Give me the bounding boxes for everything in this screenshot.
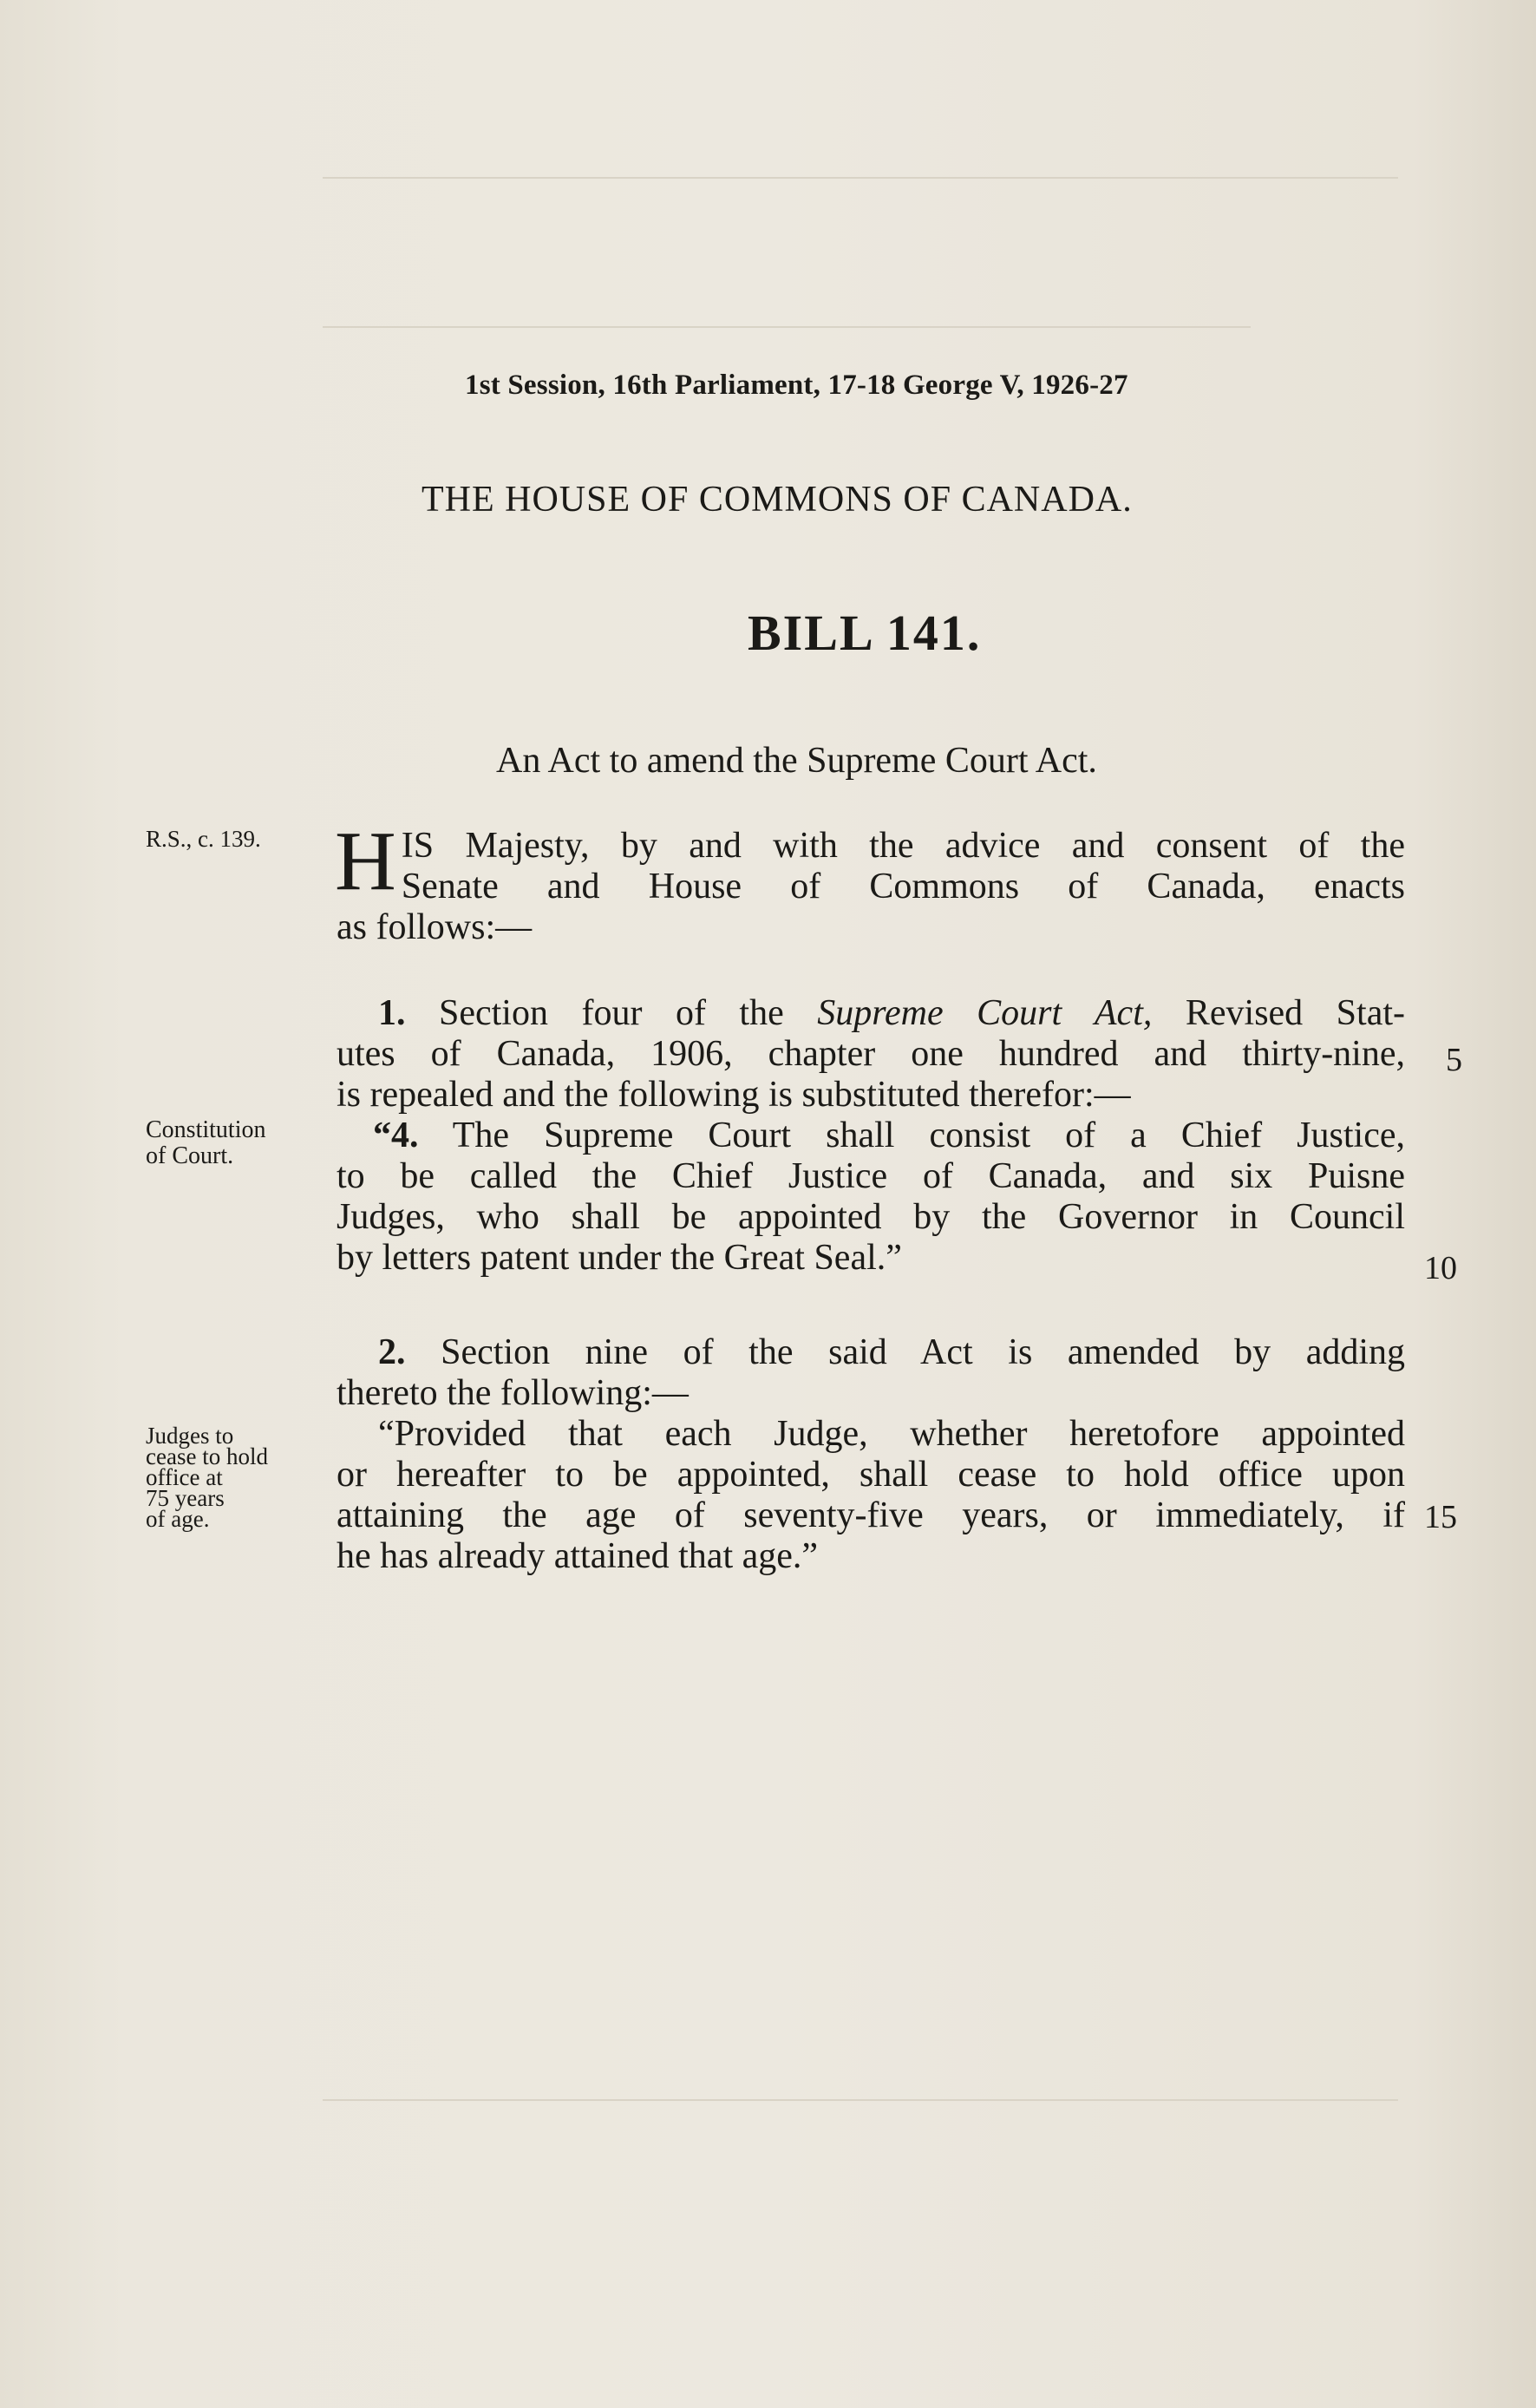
- marginal-note-constitution: [146, 1117, 319, 1169]
- marginal-note-line: of Court.: [146, 1142, 234, 1169]
- marginal-note-line: office at: [146, 1464, 223, 1490]
- section-text: Section four of the: [405, 993, 818, 1033]
- show-through-rule: [323, 2099, 1398, 2101]
- quoted-section-number: “4.: [373, 1116, 419, 1155]
- marginal-note-line: cease to hold: [146, 1443, 268, 1469]
- preamble: [335, 815, 1405, 948]
- section-line: “Provided that each Judge, whether heretofore appointed: [378, 1414, 1405, 1454]
- marginal-note-line: of age.: [146, 1506, 210, 1532]
- preamble-line: IS Majesty, by and with the advice and consent of the: [401, 826, 1405, 866]
- section-line: utes of Canada, 1906, chapter one hundred and thirty-nine,: [337, 1034, 1405, 1074]
- line-number: 10: [1424, 1250, 1457, 1286]
- show-through-rule: [323, 326, 1251, 328]
- section-line: Judges, who shall be appointed by the Governor in Council: [337, 1197, 1405, 1237]
- bill-number: BILL 141.: [748, 605, 982, 661]
- marginal-note-line: Judges to: [146, 1423, 234, 1449]
- marginal-note-rs: R.S., c. 139.: [146, 826, 261, 852]
- section-text: Revised Stat-: [1152, 993, 1406, 1033]
- drop-cap: H: [335, 815, 396, 908]
- section-number: 1.: [378, 993, 406, 1033]
- section-line: [337, 1332, 1405, 1373]
- section-line: is repealed and the following is substituted therefor:—: [337, 1075, 1131, 1115]
- section-line: or hereafter to be appointed, shall cease to hold office upon: [337, 1455, 1405, 1495]
- marginal-note-line: 75 years: [146, 1485, 225, 1511]
- line-number: 5: [1446, 1042, 1462, 1078]
- house-heading: THE HOUSE OF COMMONS OF CANADA.: [422, 480, 1133, 520]
- act-name: Supreme Court Act,: [817, 993, 1153, 1033]
- marginal-note-line: Constitution: [146, 1116, 266, 1143]
- act-title: An Act to amend the Supreme Court Act.: [496, 741, 1097, 781]
- section-1: [337, 993, 1405, 1279]
- section-2: [337, 1332, 1405, 1577]
- section-line: [337, 993, 1405, 1034]
- marginal-note-judges: [146, 1423, 319, 1532]
- section-line: by letters patent under the Great Seal.”: [337, 1238, 902, 1278]
- section-number: 2.: [378, 1332, 406, 1372]
- section-text: Section nine of the said Act is amended by adding: [405, 1332, 1405, 1372]
- show-through-rule: [323, 177, 1398, 179]
- section-line: thereto the following:—: [337, 1373, 689, 1413]
- preamble-line: as follows:—: [337, 907, 533, 947]
- section-line: attaining the age of seventy-five years, or immediately, if: [337, 1495, 1405, 1535]
- section-line: [337, 1116, 1405, 1156]
- section-line: to be called the Chief Justice of Canada, and six Puisne: [337, 1156, 1405, 1196]
- preamble-line: Senate and House of Commons of Canada, enacts: [401, 867, 1405, 906]
- section-text: The Supreme Court shall consist of a Chief Justice,: [418, 1116, 1405, 1155]
- line-number: 15: [1424, 1499, 1457, 1535]
- section-line: he has already attained that age.”: [337, 1536, 819, 1576]
- session-heading: 1st Session, 16th Parliament, 17-18 George V, 1926-27: [465, 370, 1128, 401]
